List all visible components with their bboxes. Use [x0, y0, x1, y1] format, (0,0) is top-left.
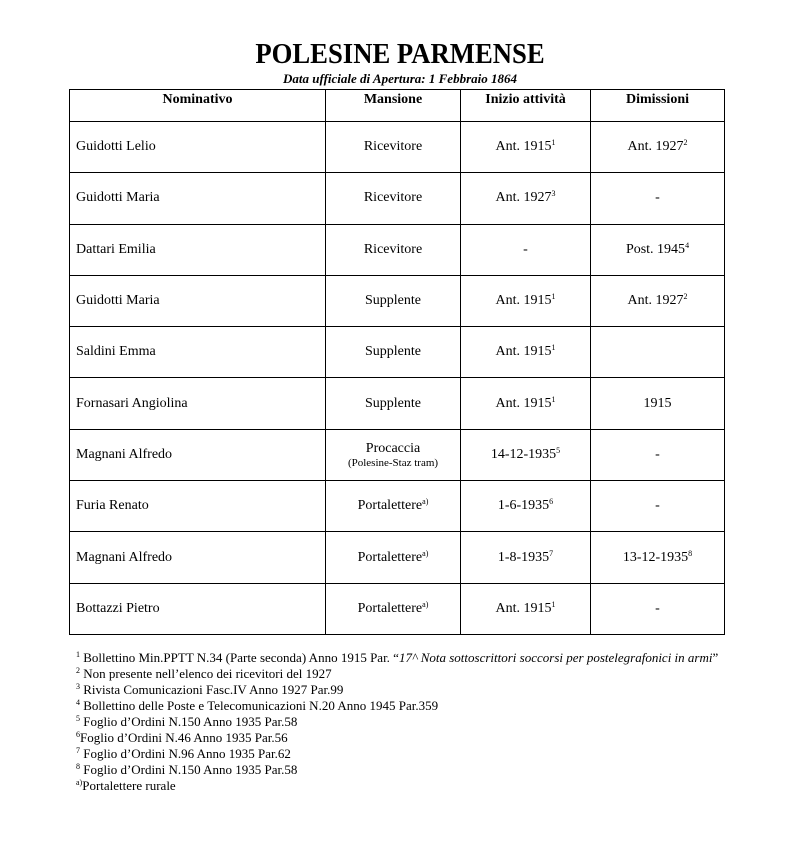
start-footnote-mark: 6: [549, 497, 554, 507]
footnote-text: Bollettino Min.PPTT N.34 (Parte seconda) Anno 1915 Par. “: [80, 650, 399, 665]
footnote-text: Foglio d’Ordini N.96 Anno 1935 Par.62: [80, 746, 291, 761]
footnote: [76, 682, 736, 698]
table-row: [70, 224, 725, 275]
footnote: [76, 730, 736, 746]
cell-inizio: [461, 327, 591, 378]
header-mansione: Mansione: [326, 90, 461, 122]
role-detail: (Polesine-Staz tram): [347, 456, 439, 469]
table-row: [70, 378, 725, 429]
table-row: [70, 429, 725, 480]
name-text: Guidotti Lelio: [76, 139, 156, 155]
cell-dimissioni: [591, 122, 725, 173]
footnote: [76, 650, 736, 666]
end-text: Post. 1945: [625, 241, 686, 257]
table-row: [70, 481, 725, 532]
table-row: [70, 173, 725, 224]
cell-nominativo: [70, 275, 326, 326]
cell-nominativo: [70, 224, 326, 275]
start-text: Ant. 1915: [495, 293, 552, 309]
role-text: Supplente: [365, 344, 421, 360]
footnote-text: Foglio d’Ordini N.46 Anno 1935 Par.56: [80, 730, 288, 745]
cell-mansione: [326, 327, 461, 378]
staff-table: [69, 89, 725, 635]
cell-dimissioni: [591, 429, 725, 480]
cell-mansione: [326, 122, 461, 173]
cell-mansione: [326, 532, 461, 583]
header-nominativo: Nominativo: [70, 90, 326, 122]
cell-dimissioni: [591, 224, 725, 275]
footnote-mark: 5: [76, 714, 80, 723]
cell-mansione: [326, 173, 461, 224]
footnote: [76, 746, 736, 762]
start-text: -: [523, 241, 528, 257]
footnote-text: Foglio d’Ordini N.150 Anno 1935 Par.58: [80, 714, 298, 729]
footnote-mark: 3: [76, 682, 80, 691]
cell-inizio: [461, 173, 591, 224]
cell-mansione: [326, 275, 461, 326]
role-text: Ricevitore: [363, 190, 423, 206]
name-text: Fornasari Angiolina: [76, 395, 188, 411]
cell-inizio: [461, 224, 591, 275]
end-text: -: [655, 498, 660, 514]
table-row: [70, 275, 725, 326]
name-text: Magnani Alfredo: [76, 549, 173, 565]
cell-nominativo: [70, 378, 326, 429]
footnote-text: Bollettino delle Poste e Telecomunicazioni N.20 Anno 1945 Par.359: [80, 698, 439, 713]
end-footnote-mark: 2: [683, 138, 688, 148]
start-text: Ant. 1915: [495, 139, 552, 155]
cell-inizio: [461, 275, 591, 326]
name-text: Guidotti Maria: [76, 293, 160, 309]
cell-dimissioni: [591, 532, 725, 583]
footnote: [76, 714, 736, 730]
role-text: Procaccia: [365, 440, 421, 456]
opening-date-subtitle: Data ufficiale di Apertura: 1 Febbraio 1864: [283, 71, 517, 86]
footnote-mark: 1: [76, 650, 80, 659]
cell-dimissioni: [591, 173, 725, 224]
table-row: [70, 327, 725, 378]
end-text: 1915: [643, 395, 672, 411]
cell-nominativo: [70, 327, 326, 378]
table-row: [70, 583, 725, 634]
start-footnote-mark: 1: [551, 292, 556, 302]
header-inizio: Inizio attività: [461, 90, 591, 122]
footnote-text: Non presente nell’elenco dei ricevitori del 1927: [80, 666, 332, 681]
footnote-mark: 2: [76, 666, 80, 675]
cell-inizio: [461, 378, 591, 429]
end-footnote-mark: 2: [683, 292, 688, 302]
cell-nominativo: [70, 173, 326, 224]
cell-mansione: [326, 224, 461, 275]
start-text: Ant. 1915: [495, 344, 552, 360]
start-footnote-mark: 7: [549, 548, 554, 558]
start-footnote-mark: 1: [551, 138, 556, 148]
footnote-text: Foglio d’Ordini N.150 Anno 1935 Par.58: [80, 762, 298, 777]
footnote-close-quote: ”: [712, 650, 719, 665]
name-text: Dattari Emilia: [76, 241, 156, 257]
footnote: [76, 698, 736, 714]
start-text: 14-12-1935: [490, 446, 557, 462]
table-header-row: [70, 90, 725, 122]
cell-mansione: [326, 429, 461, 480]
cell-nominativo: [70, 122, 326, 173]
end-text: -: [655, 190, 660, 206]
footnote-text: Rivista Comunicazioni Fasc.IV Anno 1927 Par.99: [80, 682, 344, 697]
role-text: Supplente: [365, 293, 421, 309]
role-footnote-mark: a): [422, 599, 429, 609]
cell-inizio: [461, 583, 591, 634]
start-text: 1-8-1935: [497, 549, 550, 565]
end-text: Ant. 1927: [627, 293, 684, 309]
footnote: [76, 778, 736, 794]
cell-mansione: [326, 481, 461, 532]
cell-nominativo: [70, 429, 326, 480]
cell-nominativo: [70, 481, 326, 532]
name-text: Saldini Emma: [76, 344, 156, 360]
name-text: Guidotti Maria: [76, 190, 160, 206]
start-footnote-mark: 1: [551, 343, 556, 353]
start-text: Ant. 1927: [495, 190, 552, 206]
cell-nominativo: [70, 583, 326, 634]
end-text: -: [655, 600, 660, 616]
cell-inizio: [461, 481, 591, 532]
footnote-mark: 8: [76, 762, 80, 771]
page-title: POLESINE PARMENSE: [255, 38, 545, 70]
role-text: Ricevitore: [363, 139, 423, 155]
end-text: 13-12-1935: [622, 549, 689, 565]
role-text: Portalettere: [357, 549, 423, 565]
cell-inizio: [461, 532, 591, 583]
cell-mansione: [326, 378, 461, 429]
role-text: Supplente: [365, 395, 421, 411]
start-footnote-mark: 1: [551, 599, 556, 609]
footnote-mark: 6: [76, 730, 80, 739]
start-footnote-mark: 5: [556, 445, 561, 455]
role-text: Portalettere: [357, 600, 423, 616]
role-text: Ricevitore: [363, 241, 423, 257]
table-row: [70, 532, 725, 583]
start-text: Ant. 1915: [495, 395, 552, 411]
end-footnote-mark: 8: [688, 548, 693, 558]
footnote-mark: 7: [76, 746, 80, 755]
role-text: Portalettere: [357, 498, 423, 514]
start-footnote-mark: 3: [551, 189, 556, 199]
end-text: -: [655, 446, 660, 462]
cell-inizio: [461, 122, 591, 173]
role-footnote-mark: a): [422, 497, 429, 507]
end-footnote-mark: 4: [685, 240, 690, 250]
cell-nominativo: [70, 532, 326, 583]
header-dimissioni: Dimissioni: [591, 90, 725, 122]
footnotes: [76, 650, 736, 794]
start-text: Ant. 1915: [495, 600, 552, 616]
start-text: 1-6-1935: [497, 498, 550, 514]
cell-dimissioni: [591, 481, 725, 532]
footnote: [76, 666, 736, 682]
end-text: Ant. 1927: [627, 139, 684, 155]
cell-dimissioni: [591, 378, 725, 429]
name-text: Furia Renato: [76, 498, 149, 514]
footnote-text: Portalettere rurale: [82, 778, 176, 793]
cell-inizio: [461, 429, 591, 480]
role-footnote-mark: a): [422, 548, 429, 558]
cell-dimissioni: [591, 275, 725, 326]
footnote-mark: a): [76, 778, 83, 787]
table-row: [70, 122, 725, 173]
footnote-italic-text: 17^ Nota sottoscrittori soccorsi per postelegrafonici in armi: [398, 650, 713, 665]
start-footnote-mark: 1: [551, 394, 556, 404]
cell-dimissioni: [591, 583, 725, 634]
footnote: [76, 762, 736, 778]
cell-dimissioni: [591, 327, 725, 378]
name-text: Bottazzi Pietro: [76, 600, 160, 616]
name-text: Magnani Alfredo: [76, 446, 173, 462]
footnote-mark: 4: [76, 698, 80, 707]
cell-mansione: [326, 583, 461, 634]
